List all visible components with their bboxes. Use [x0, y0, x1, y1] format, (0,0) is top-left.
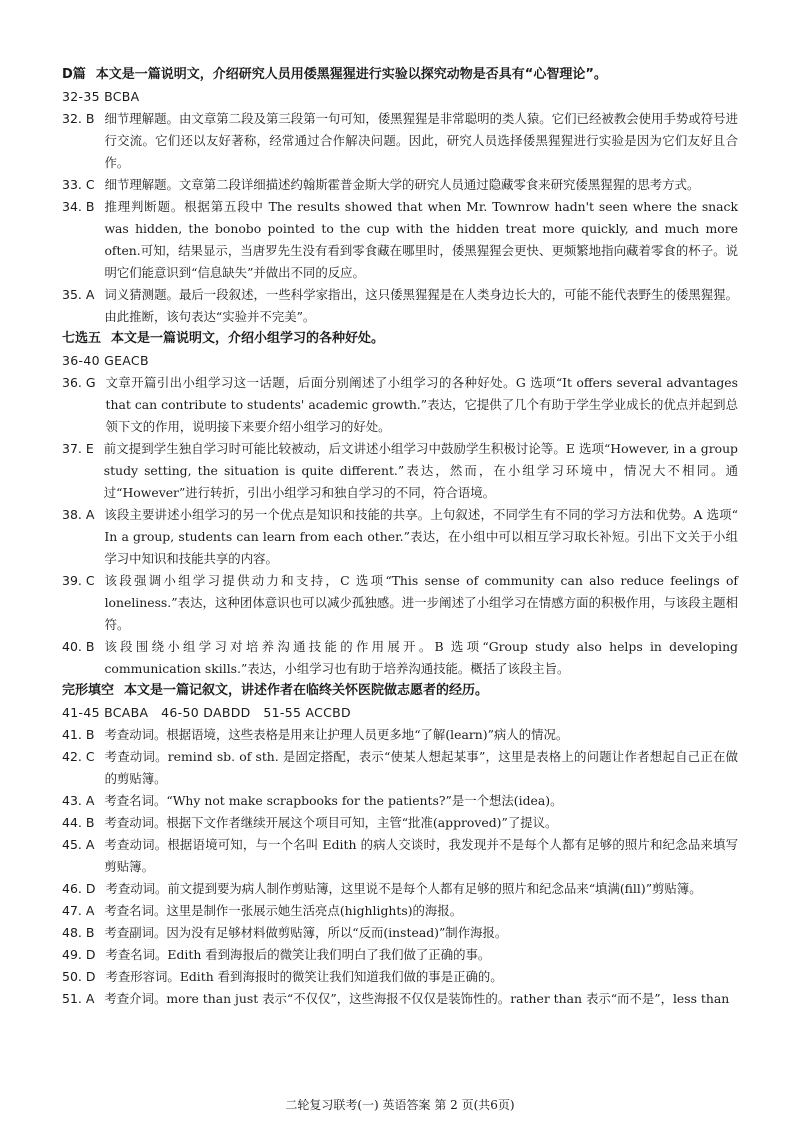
- section-label: 七选五: [62, 331, 102, 346]
- question-answer: 40. B: [62, 639, 95, 654]
- explanation-item: [62, 834, 738, 878]
- question-answer: 49. D: [62, 947, 96, 962]
- explanation-text: 该段强调小组学习提供动力和支持，C 选项“This sense of community can also reduce feelings of loneliness.”表达，这种团体意识也可以减少孤独感。进一步阐述了小组学习在情感方面的积极作用，与该段主题相符。: [104, 573, 738, 632]
- question-answer: 39. C: [62, 573, 95, 588]
- explanation-text: 文章开篇引出小组学习这一话题，后面分别阐述了小组学习的各种好处。G 选项“It offers several advantages that can contribute to students' academic growth.”表达，它提供了几个有助于学生学业成长的优点并起到总领下文的作用，说明接下来要介绍小组学习的好处。: [105, 375, 738, 434]
- explanation-item: [62, 812, 738, 834]
- question-answer: 32. B: [62, 111, 95, 126]
- explanation-text: 考查动词。根据下文作者继续开展这个项目可知，主管“批准(approved)”了提议。: [104, 815, 558, 830]
- section-seven-five-header: [62, 328, 738, 350]
- question-answer: 50. D: [62, 969, 96, 984]
- section-cloze-header: [62, 680, 738, 702]
- question-answer: 42. C: [62, 749, 95, 764]
- explanation-item: [62, 790, 738, 812]
- explanation-text: 考查名词。Edith 看到海报后的微笑让我们明白了我们做了正确的事。: [105, 947, 491, 962]
- answer-key: 36-40 GEACB: [62, 353, 149, 368]
- section-label: 完形填空: [62, 683, 115, 698]
- explanation-text: 该段主要讲述小组学习的另一个优点是知识和技能的共享。上句叙述，不同学生有不同的学习方法和优势。A 选项“ In a group, students can learn from each other.”表达，在小组中可以相互学习取长补短。引出下文关于小组学习中知识和技能共享的内容。: [104, 507, 738, 566]
- question-answer: 38. A: [62, 507, 95, 522]
- question-answer: 35. A: [62, 287, 95, 302]
- section-label: D篇: [62, 67, 86, 82]
- explanation-item: [62, 438, 738, 504]
- explanation-item: [62, 636, 738, 680]
- answer-key: 41-45 BCABA 46-50 DABDD 51-55 ACCBD: [62, 705, 351, 720]
- explanation-item: [62, 372, 738, 438]
- explanation-text: 该段围绕小组学习对培养沟通技能的作用展开。B 选项“Group study also helps in developing communication skills.”表达，小组学习也有助于培养沟通技能。概括了该段主旨。: [104, 639, 738, 676]
- explanation-text: 推理判断题。根据第五段中 The results showed that when Mr. Townrow hadn't seen where the snack was hidden, the bonobo pointed to the cup with the hidden treat more quickly, and much more often.可知，结果显示，当唐罗先生没有看到零食藏在哪里时，倭黑猩猩会更快、更频繁地指向藏着零食的杯子。说明它们能意识到“信息缺失”并做出不同的反应。: [104, 199, 738, 280]
- section-summary: 本文是一篇记叙文，讲述作者在临终关怀医院做志愿者的经历。: [124, 683, 489, 698]
- explanation-text: 细节理解题。文章第二段详细描述约翰斯霍普金斯大学的研究人员通过隐藏零食来研究倭黑猩猩的思考方式。: [104, 177, 700, 192]
- explanation-item: [62, 196, 738, 284]
- answer-key: 32-35 BCBA: [62, 89, 140, 104]
- explanation-item: [62, 570, 738, 636]
- question-answer: 46. D: [62, 881, 96, 896]
- explanation-item: [62, 944, 738, 966]
- explanation-text: 考查副词。因为没有足够材料做剪贴簿，所以“反而(instead)”制作海报。: [104, 925, 508, 940]
- question-answer: 37. E: [62, 441, 94, 456]
- explanation-item: [62, 504, 738, 570]
- question-answer: 41. B: [62, 727, 95, 742]
- explanation-text: 考查动词。remind sb. of sth. 是固定搭配，表示“使某人想起某事”，这里是表格上的问题让作者想起自己正在做的剪贴簿。: [104, 749, 738, 786]
- explanation-item: [62, 900, 738, 922]
- section-summary: 本文是一篇说明文，介绍小组学习的各种好处。: [111, 331, 385, 346]
- question-answer: 48. B: [62, 925, 95, 940]
- explanation-text: 细节理解题。由文章第二段及第三段第一句可知，倭黑猩猩是非常聪明的类人猿。它们已经被教会使用手势或符号进行交流。它们还以友好著称，经常通过合作解决问题。因此，研究人员选择倭黑猩猩进行实验是因为它们友好且合作。: [104, 111, 738, 170]
- question-answer: 33. C: [62, 177, 95, 192]
- question-answer: 34. B: [62, 199, 95, 214]
- explanation-text: 考查动词。前文提到要为病人制作剪贴簿，这里说不是每个人都有足够的照片和纪念品来“填满(fill)”剪贴簿。: [105, 881, 702, 896]
- question-answer: 44. B: [62, 815, 95, 830]
- page-footer: 二轮复习联考(一) 英语答案 第 2 页(共6页): [285, 1098, 515, 1112]
- explanation-item: [62, 922, 738, 944]
- section-summary: 本文是一篇说明文，介绍研究人员用倭黑猩猩进行实验以探究动物是否具有“心智理论”。: [95, 67, 607, 82]
- question-answer: 36. G: [62, 375, 96, 390]
- question-answer: 47. A: [62, 903, 95, 918]
- question-answer: 43. A: [62, 793, 95, 808]
- explanation-item: [62, 746, 738, 790]
- explanation-text: 考查动词。根据语境可知，与一个名叫 Edith 的病人交谈时，我发现并不是每个人都有足够的照片和纪念品来填写剪贴簿。: [104, 837, 738, 874]
- section-d-header: [62, 64, 738, 86]
- explanation-text: 考查形容词。Edith 看到海报时的微笑让我们知道我们做的事是正确的。: [105, 969, 503, 984]
- explanation-text: 前文提到学生独自学习时可能比较被动，后文讲述小组学习中鼓励学生积极讨论等。E 选项“However, in a group study setting, the situation is quite different.”表达，然而，在小组学习环境中，情况大不相同。通过“However”进行转折，引出小组学习和独自学习的不同，符合语境。: [103, 441, 738, 500]
- explanation-item: [62, 878, 738, 900]
- explanation-item: [62, 724, 738, 746]
- question-answer: 51. A: [62, 991, 95, 1006]
- explanation-item: [62, 108, 738, 174]
- explanation-item: [62, 988, 738, 1010]
- explanation-text: 考查名词。“Why not make scrapbooks for the patients?”是一个想法(idea)。: [104, 793, 563, 808]
- question-answer: 45. A: [62, 837, 95, 852]
- explanation-text: 考查名词。这里是制作一张展示她生活亮点(highlights)的海报。: [104, 903, 463, 918]
- explanation-text: 考查介词。more than just 表示“不仅仅”，这些海报不仅仅是装饰性的。rather than 表示“而不是”，less than: [104, 991, 730, 1006]
- explanation-item: [62, 284, 738, 328]
- explanation-text: 考查动词。根据语境，这些表格是用来让护理人员更多地“了解(learn)”病人的情况。: [104, 727, 569, 742]
- explanation-item: [62, 966, 738, 988]
- explanation-item: [62, 174, 738, 196]
- explanation-text: 词义猜测题。最后一段叙述，一些科学家指出，这只倭黑猩猩是在人类身边长大的，可能不能代表野生的倭黑猩猩。由此推断，该句表达“实验并不完美”。: [104, 287, 738, 324]
